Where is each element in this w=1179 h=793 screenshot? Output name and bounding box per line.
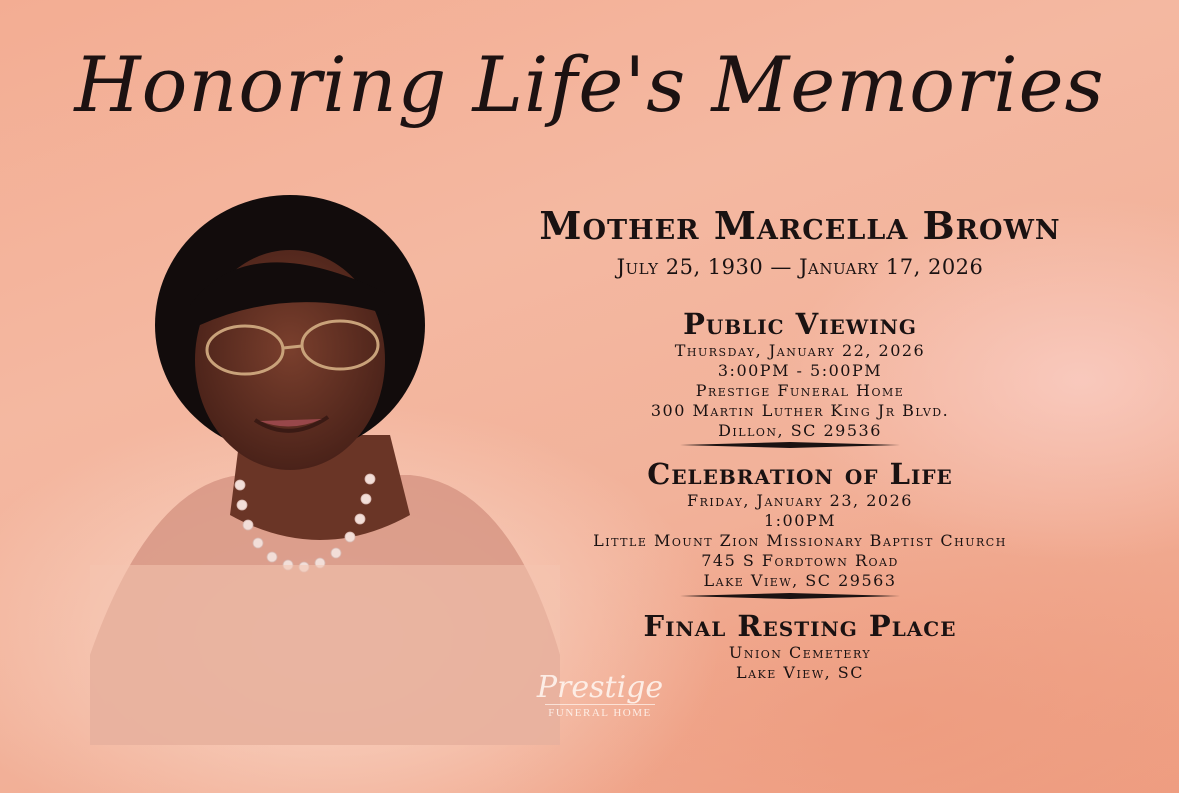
ornament-divider (680, 592, 900, 600)
section-title: Celebration of Life (647, 457, 953, 491)
section-line: Dillon, SC 29536 (718, 421, 882, 440)
section-title: Public Viewing (683, 307, 917, 341)
section-line: 300 Martin Luther King Jr Blvd. (650, 401, 950, 420)
section-line: Thursday, January 22, 2026 (674, 341, 926, 360)
funeral-home-logo (505, 672, 695, 734)
section-line: Lake View, SC 29563 (703, 571, 897, 590)
life-dates: July 25, 1930 — January 17, 2026 (616, 255, 984, 279)
public-viewing-section (480, 307, 1120, 441)
section-line: 1:00PM (763, 511, 837, 530)
section-line: Lake View, SC (735, 663, 864, 682)
section-line: Prestige Funeral Home (695, 381, 905, 400)
section-line: 3:00PM - 5:00PM (717, 361, 883, 380)
section-title: Final Resting Place (643, 609, 957, 643)
deceased-name: Mother Marcella Brown (539, 203, 1061, 248)
ornament-divider (680, 441, 900, 449)
logo-subtitle: FUNERAL HOME (545, 704, 655, 719)
celebration-of-life-section (480, 457, 1120, 591)
logo-name: Prestige (536, 670, 664, 705)
section-line: Union Cemetery (728, 643, 872, 662)
section-line: Friday, January 23, 2026 (687, 491, 913, 510)
section-line: Little Mount Zion Missionary Baptist Church (593, 531, 1007, 550)
headline: Honoring Life's Memories (74, 40, 1105, 129)
section-line: 745 S Fordtown Road (701, 551, 899, 570)
